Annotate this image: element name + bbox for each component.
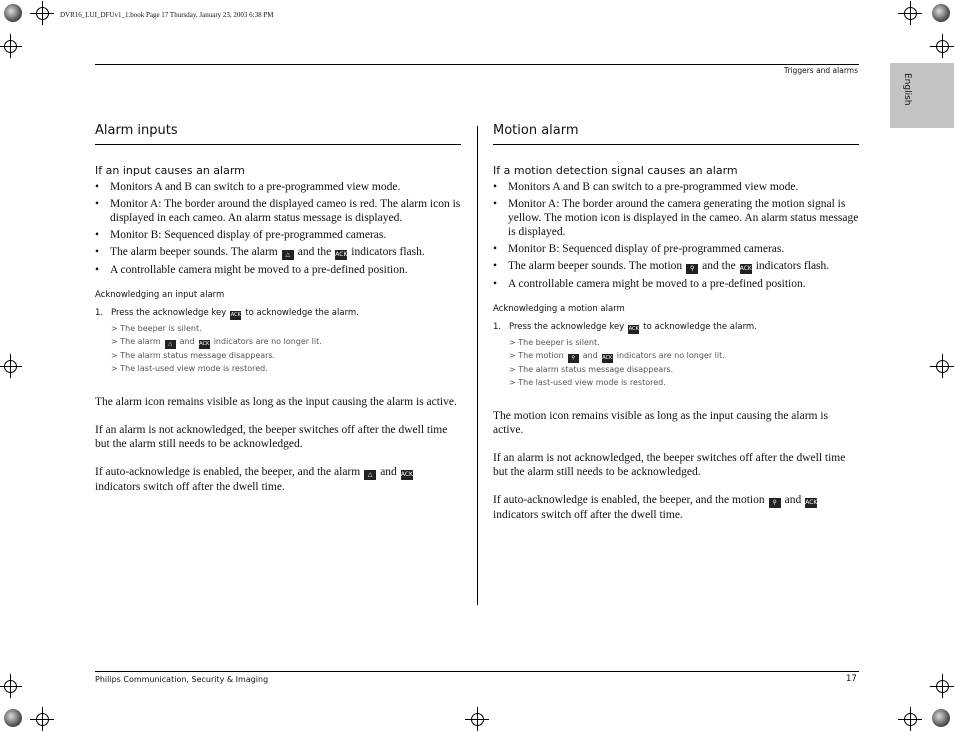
result-line	[509, 349, 859, 363]
ack-key-icon: ACK	[805, 499, 818, 506]
step-text: to acknowledge the alarm.	[245, 308, 359, 318]
result-text: > The motion	[509, 351, 564, 360]
bullet-list	[493, 180, 859, 291]
result-line: > The alarm status message disappears.	[111, 351, 276, 360]
page-number: 17	[846, 674, 857, 684]
paragraph-text: If auto-acknowledge is enabled, the beeper, and the motion	[493, 494, 765, 506]
alarm-inputs-section	[95, 123, 461, 494]
header-rule	[95, 64, 859, 65]
result-text: and	[582, 351, 598, 360]
body-paragraph	[95, 465, 461, 494]
step-number: 1.	[493, 322, 502, 332]
bullet-list	[95, 180, 461, 277]
alarm-bell-icon: △	[165, 340, 176, 349]
footer-company: Philips Communication, Security & Imaging	[95, 675, 269, 684]
paragraph-text: and	[784, 494, 802, 506]
body-paragraph: The motion icon remains visible as long as the input causing the alarm is active.	[493, 410, 829, 436]
body-paragraph: The alarm icon remains visible as long as the input causing the alarm is active.	[95, 396, 457, 408]
motion-person-icon: ⚲	[686, 264, 698, 274]
print-info-line: DVR16_LUI_DFUv1_1.book Page 17 Thursday, January 23, 2003 6:38 PM	[60, 11, 274, 19]
bullet-item	[493, 259, 859, 274]
bullet-item: • Monitor A: The border around the camera generating the motion signal is yellow. The motion icon is displayed in the cameo. An alarm status message is displayed.	[493, 197, 859, 239]
bullet-item: • Monitor B: Sequenced display of pre-programmed cameras.	[493, 242, 859, 256]
result-text: and	[179, 337, 195, 346]
result-text: > The alarm	[111, 337, 161, 346]
bullet-item: • Monitor A: The border around the displayed cameo is red. The alarm icon is displayed in each cameo. An alarm status message is displayed.	[95, 197, 461, 225]
ack-key-icon: ACK	[335, 251, 348, 258]
result-line: > The beeper is silent.	[111, 324, 202, 333]
color-target-disc	[932, 4, 950, 22]
paragraph-text: and	[380, 466, 397, 478]
paragraph-text: indicators switch off after the dwell time.	[493, 509, 683, 521]
language-tab-label: English	[902, 73, 912, 106]
paragraph-text: indicators switch off after the dwell time.	[95, 481, 285, 493]
step-text: Press the acknowledge key	[111, 308, 227, 318]
motion-person-icon: ⚲	[769, 498, 781, 508]
alarm-bell-icon: △	[364, 470, 376, 480]
body-paragraph: If an alarm is not acknowledged, the beeper switches off after the dwell time but the alarm still needs to be acknowledged.	[493, 452, 846, 478]
ack-key-icon: ACK	[602, 355, 613, 361]
bullet-item: • A controllable camera might be moved to a pre-defined position.	[493, 277, 859, 291]
language-tab	[890, 63, 954, 128]
step-results	[111, 322, 461, 375]
motion-person-icon: ⚲	[568, 354, 579, 363]
bullet-item: • Monitor B: Sequenced display of pre-programmed cameras.	[95, 228, 461, 242]
result-line	[111, 335, 461, 349]
running-header: Triggers and alarms	[783, 66, 858, 75]
procedure-step	[95, 308, 461, 320]
alarm-bell-icon: △	[282, 250, 294, 260]
step-text: to acknowledge the alarm.	[643, 322, 757, 332]
bullet-text: The alarm beeper sounds. The motion	[508, 260, 683, 272]
paragraph-text: If auto-acknowledge is enabled, the beeper, and the alarm	[95, 466, 361, 478]
body-paragraph: If an alarm is not acknowledged, the beeper switches off after the dwell time but the alarm still needs to be acknowledged.	[95, 424, 448, 450]
bullet-text: indicators flash.	[755, 260, 830, 272]
bullet-text: The alarm beeper sounds. The alarm	[110, 246, 278, 258]
result-line: > The alarm status message disappears.	[509, 365, 674, 374]
procedure-heading: Acknowledging a motion alarm	[493, 304, 625, 314]
color-target-disc	[932, 709, 950, 727]
ack-key-icon: ACK	[199, 341, 210, 347]
ack-key-icon: ACK	[230, 312, 241, 318]
ack-key-icon: ACK	[628, 326, 639, 332]
result-text: indicators are no longer lit.	[213, 337, 322, 346]
bullet-item	[95, 245, 461, 260]
result-line: > The last-used view mode is restored.	[509, 378, 666, 387]
bullet-text: and the	[702, 260, 736, 272]
step-results	[509, 336, 859, 389]
ack-key-icon: ACK	[739, 265, 752, 272]
body-paragraph	[493, 493, 859, 522]
bullet-item: • A controllable camera might be moved to a pre-defined position.	[95, 263, 461, 277]
column-divider	[477, 126, 478, 605]
result-text: indicators are no longer lit.	[616, 351, 725, 360]
procedure-heading: Acknowledging an input alarm	[95, 290, 225, 300]
footer-rule	[95, 671, 859, 672]
bullet-text: indicators flash.	[351, 246, 425, 258]
bullet-item: • Monitors A and B can switch to a pre-programmed view mode.	[493, 180, 859, 194]
step-number: 1.	[95, 308, 104, 318]
section-title: Alarm inputs	[95, 123, 461, 145]
result-line: > The last-used view mode is restored.	[111, 364, 268, 373]
subheading: If an input causes an alarm	[95, 164, 245, 177]
result-line: > The beeper is silent.	[509, 338, 600, 347]
motion-alarm-section	[493, 123, 859, 522]
bullet-text: and the	[297, 246, 332, 258]
section-title: Motion alarm	[493, 123, 859, 145]
procedure-step	[493, 322, 859, 334]
ack-key-icon: ACK	[400, 471, 413, 478]
color-target-disc	[4, 4, 22, 22]
bullet-item: • Monitors A and B can switch to a pre-programmed view mode.	[95, 180, 461, 194]
color-target-disc	[4, 709, 22, 727]
step-text: Press the acknowledge key	[509, 322, 625, 332]
subheading: If a motion detection signal causes an alarm	[493, 164, 738, 177]
